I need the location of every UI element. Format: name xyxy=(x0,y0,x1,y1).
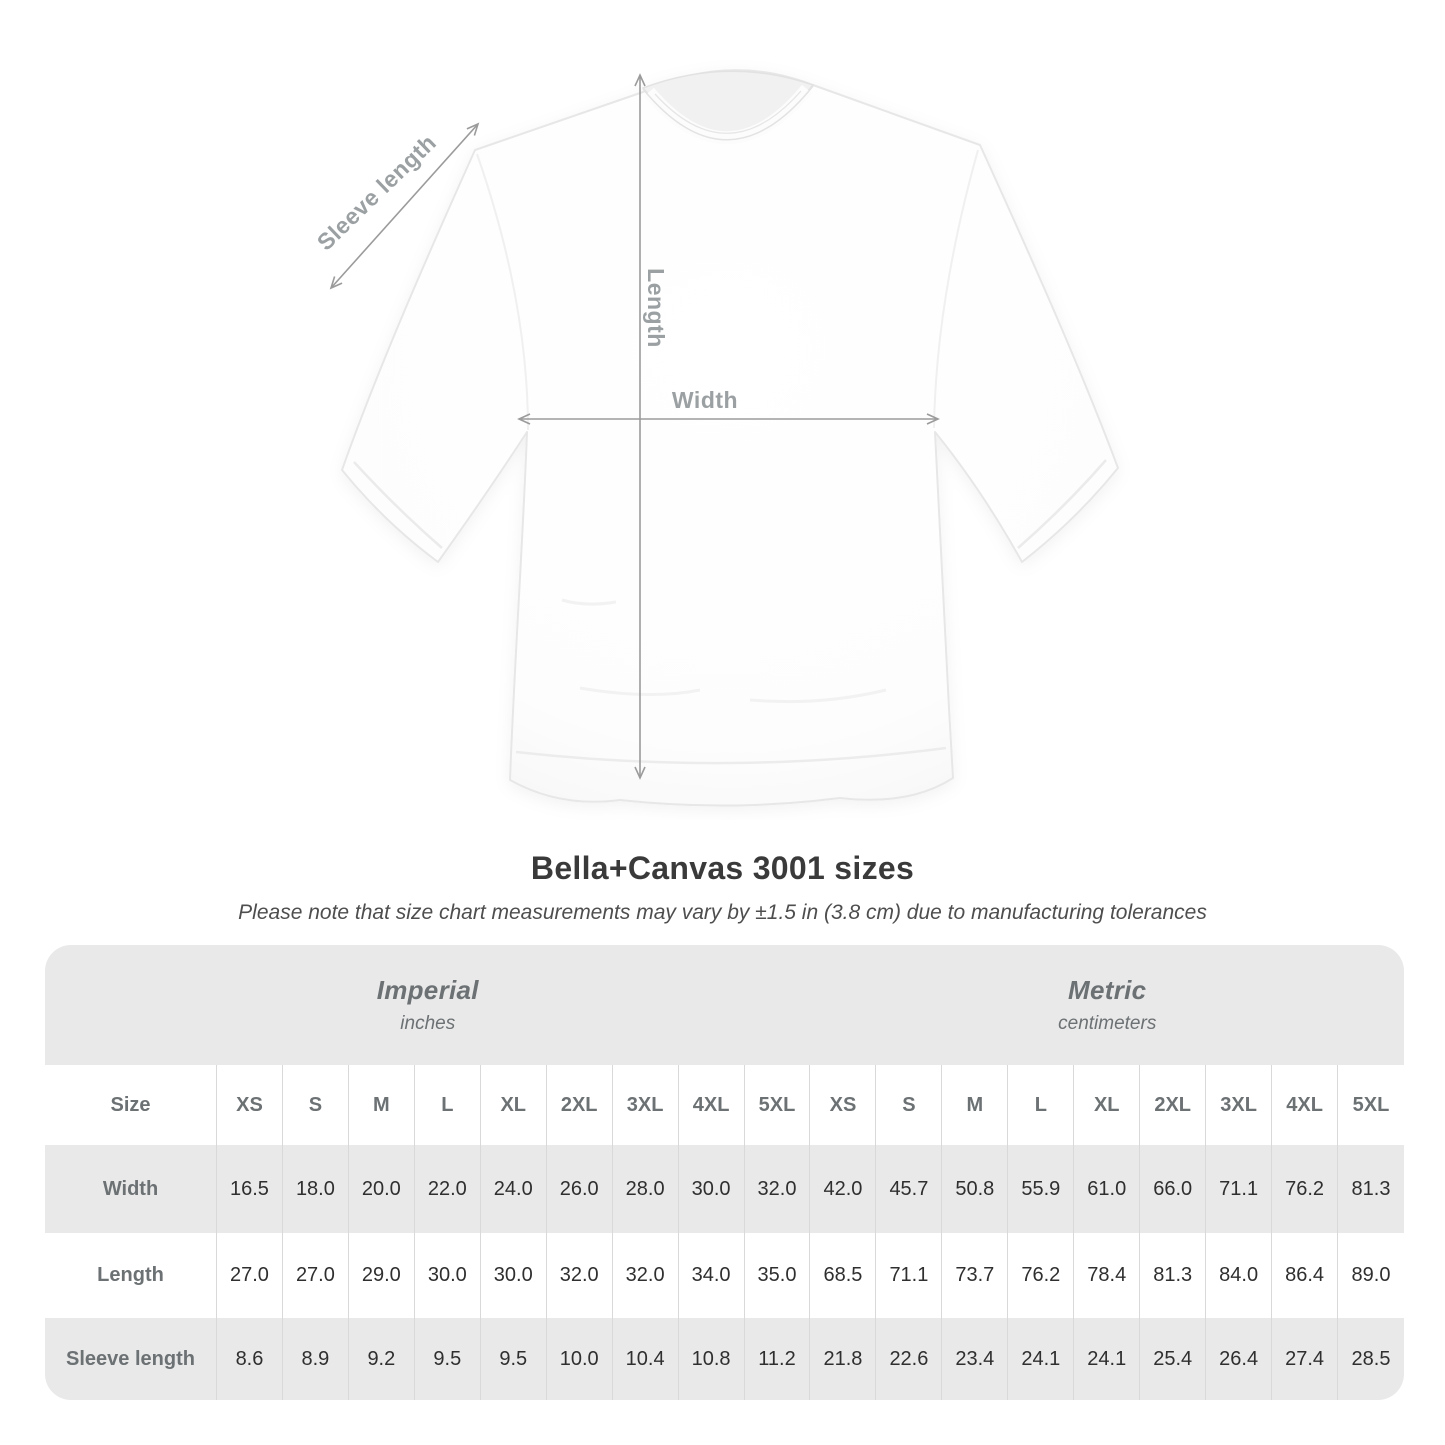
length-label: Length xyxy=(643,268,669,348)
value-cell-imperial: 29.0 xyxy=(349,1233,415,1318)
value-cell-imperial: 9.2 xyxy=(349,1318,415,1400)
size-col-header-metric: M xyxy=(942,1065,1008,1145)
value-cell-metric: 76.2 xyxy=(1272,1145,1338,1233)
size-col-header-imperial: XL xyxy=(481,1065,547,1145)
value-cell-metric: 71.1 xyxy=(1206,1145,1272,1233)
value-cell-metric: 27.4 xyxy=(1272,1318,1338,1400)
value-cell-imperial: 22.0 xyxy=(415,1145,481,1233)
size-col-header-imperial: L xyxy=(415,1065,481,1145)
value-cell-imperial: 30.0 xyxy=(415,1233,481,1318)
metric-unit: centimeters xyxy=(1058,1013,1157,1034)
value-cell-imperial: 8.9 xyxy=(283,1318,349,1400)
width-label: Width xyxy=(671,387,739,413)
size-col-header-imperial: 5XL xyxy=(745,1065,811,1145)
value-cell-metric: 24.1 xyxy=(1074,1318,1140,1400)
size-header-cell: Size xyxy=(45,1065,217,1145)
value-cell-imperial: 24.0 xyxy=(481,1145,547,1233)
value-cell-metric: 73.7 xyxy=(942,1233,1008,1318)
sleeve-length-label: Sleeve length xyxy=(311,129,442,256)
value-cell-imperial: 34.0 xyxy=(679,1233,745,1318)
size-col-header-metric: S xyxy=(876,1065,942,1145)
value-cell-imperial: 26.0 xyxy=(547,1145,613,1233)
value-cell-metric: 78.4 xyxy=(1074,1233,1140,1318)
size-col-header-metric: XL xyxy=(1074,1065,1140,1145)
size-col-header-metric: 4XL xyxy=(1272,1065,1338,1145)
shirt-diagram-svg xyxy=(280,40,1160,820)
value-cell-metric: 23.4 xyxy=(942,1318,1008,1400)
size-table xyxy=(45,945,1404,1400)
value-cell-metric: 21.8 xyxy=(810,1318,876,1400)
size-col-header-metric: 5XL xyxy=(1338,1065,1404,1145)
value-cell-metric: 61.0 xyxy=(1074,1145,1140,1233)
size-chart-subtitle: Please note that size chart measurements may vary by ±1.5 in (3.8 cm) due to manufacturing tolerances xyxy=(238,901,1207,924)
row-label: Sleeve length xyxy=(45,1318,217,1400)
value-cell-imperial: 35.0 xyxy=(745,1233,811,1318)
value-cell-imperial: 30.0 xyxy=(679,1145,745,1233)
imperial-unit: inches xyxy=(400,1013,456,1034)
value-cell-metric: 22.6 xyxy=(876,1318,942,1400)
tshirt-body xyxy=(342,70,1118,805)
value-cell-metric: 81.3 xyxy=(1140,1233,1206,1318)
value-cell-metric: 28.5 xyxy=(1338,1318,1404,1400)
size-col-header-metric: L xyxy=(1008,1065,1074,1145)
unit-group-imperial xyxy=(45,945,810,1065)
unit-group-metric xyxy=(810,945,1404,1065)
size-col-header-metric: 3XL xyxy=(1206,1065,1272,1145)
size-col-header-imperial: XS xyxy=(217,1065,283,1145)
size-col-header-imperial: S xyxy=(283,1065,349,1145)
imperial-heading: Imperial xyxy=(376,975,479,1005)
value-cell-imperial: 10.4 xyxy=(613,1318,679,1400)
value-cell-imperial: 9.5 xyxy=(415,1318,481,1400)
value-cell-imperial: 20.0 xyxy=(349,1145,415,1233)
value-cell-metric: 89.0 xyxy=(1338,1233,1404,1318)
value-cell-metric: 24.1 xyxy=(1008,1318,1074,1400)
value-cell-metric: 25.4 xyxy=(1140,1318,1206,1400)
value-cell-imperial: 11.2 xyxy=(745,1318,811,1400)
value-cell-imperial: 32.0 xyxy=(613,1233,679,1318)
value-cell-metric: 71.1 xyxy=(876,1233,942,1318)
value-cell-imperial: 16.5 xyxy=(217,1145,283,1233)
value-cell-imperial: 8.6 xyxy=(217,1318,283,1400)
tshirt-illustration xyxy=(342,70,1118,805)
value-cell-metric: 81.3 xyxy=(1338,1145,1404,1233)
value-cell-metric: 55.9 xyxy=(1008,1145,1074,1233)
value-cell-imperial: 28.0 xyxy=(613,1145,679,1233)
row-label: Length xyxy=(45,1233,217,1318)
value-cell-metric: 26.4 xyxy=(1206,1318,1272,1400)
value-cell-metric: 42.0 xyxy=(810,1145,876,1233)
size-col-header-imperial: 2XL xyxy=(547,1065,613,1145)
value-cell-imperial: 9.5 xyxy=(481,1318,547,1400)
size-col-header-imperial: M xyxy=(349,1065,415,1145)
value-cell-imperial: 32.0 xyxy=(547,1233,613,1318)
value-cell-metric: 50.8 xyxy=(942,1145,1008,1233)
size-col-header-metric: 2XL xyxy=(1140,1065,1206,1145)
value-cell-metric: 68.5 xyxy=(810,1233,876,1318)
shirt-measurement-diagram xyxy=(280,40,1160,820)
size-col-header-imperial: 3XL xyxy=(613,1065,679,1145)
value-cell-imperial: 27.0 xyxy=(283,1233,349,1318)
size-col-header-metric: XS xyxy=(810,1065,876,1145)
row-label: Width xyxy=(45,1145,217,1233)
value-cell-metric: 84.0 xyxy=(1206,1233,1272,1318)
size-chart-title: Bella+Canvas 3001 sizes xyxy=(530,850,915,886)
value-cell-metric: 76.2 xyxy=(1008,1233,1074,1318)
value-cell-metric: 66.0 xyxy=(1140,1145,1206,1233)
size-col-header-imperial: 4XL xyxy=(679,1065,745,1145)
value-cell-imperial: 18.0 xyxy=(283,1145,349,1233)
value-cell-imperial: 32.0 xyxy=(745,1145,811,1233)
value-cell-metric: 86.4 xyxy=(1272,1233,1338,1318)
value-cell-metric: 45.7 xyxy=(876,1145,942,1233)
value-cell-imperial: 30.0 xyxy=(481,1233,547,1318)
value-cell-imperial: 10.0 xyxy=(547,1318,613,1400)
value-cell-imperial: 10.8 xyxy=(679,1318,745,1400)
value-cell-imperial: 27.0 xyxy=(217,1233,283,1318)
metric-heading: Metric xyxy=(1068,975,1147,1005)
